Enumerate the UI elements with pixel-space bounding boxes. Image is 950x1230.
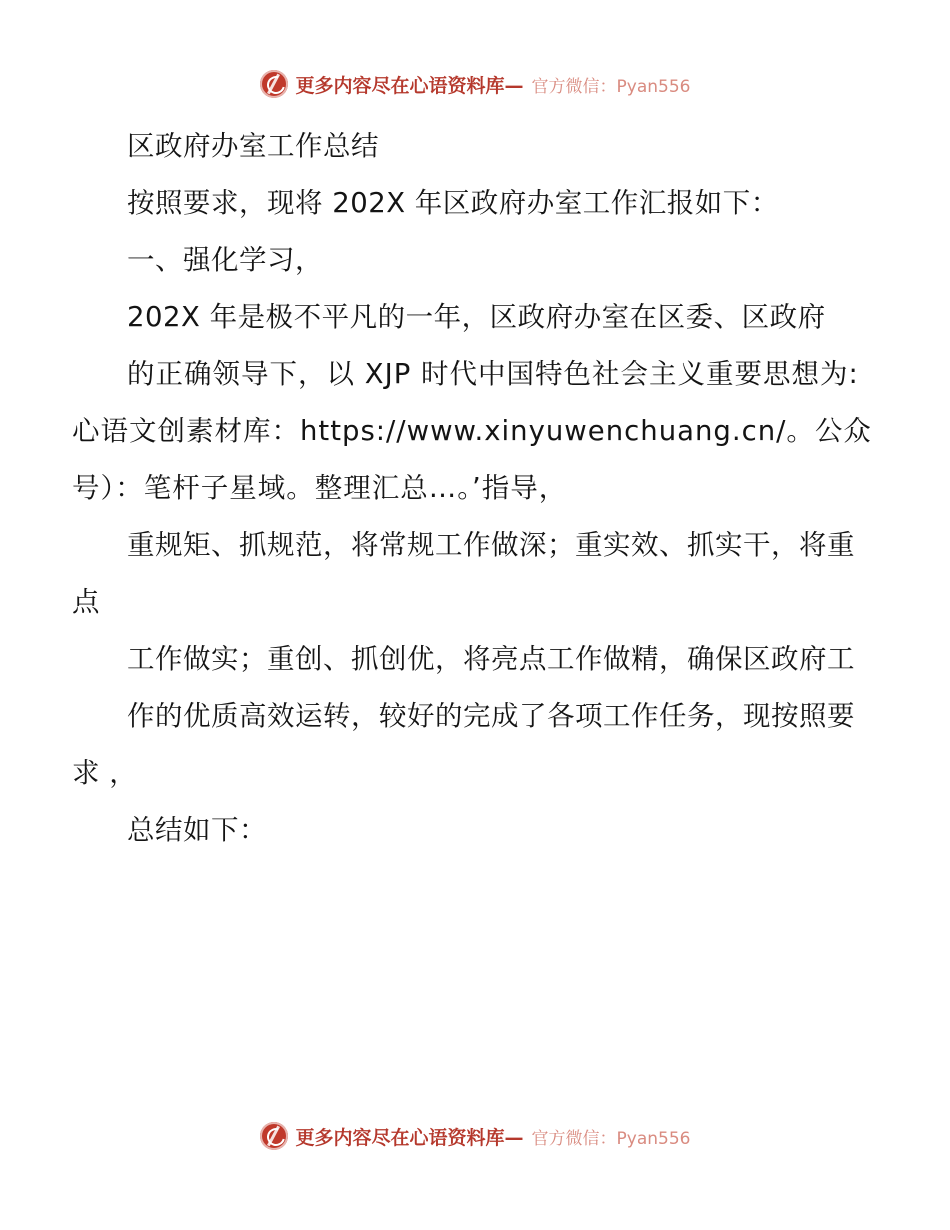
paragraph: 按照要求，现将 202X 年区政府办室工作汇报如下： (127, 187, 779, 219)
paragraph: 一、强化学习， (127, 244, 323, 276)
paragraph: 的正确领导下，以 XJP 时代中国特色社会主义重要思想为:心语文创素材库：https://www.xinyuwenchuang.cn/。公众号）：笔杆子星域。整理汇总…。’指导， (72, 358, 872, 504)
watermark-sub-text: 官方微信：Pyan556 (531, 1128, 691, 1149)
page-title: 区政府办室工作总结 (127, 130, 379, 162)
watermark-banner-top (0, 70, 950, 98)
document-body (72, 118, 882, 859)
paragraph: 总结如下： (127, 814, 267, 846)
paragraph: 重规矩、抓规范，将常规工作做深；重实效、抓实干，将重点 (72, 529, 855, 618)
paragraph: 202X 年是极不平凡的一年，区政府办室在区委、区政府 (127, 301, 826, 333)
circle-seal-icon (260, 1122, 288, 1150)
circle-seal-icon (260, 70, 288, 98)
watermark-sub-text: 官方微信：Pyan556 (531, 76, 691, 97)
watermark-main-text: 更多内容尽在心语资料库— (295, 1126, 524, 1149)
paragraph: 作的优质高效运转，较好的完成了各项工作任务，现按照要求 ， (72, 700, 855, 789)
watermark-banner-bottom (0, 1122, 950, 1150)
watermark-main-text: 更多内容尽在心语资料库— (295, 74, 524, 97)
paragraph: 工作做实；重创、抓创优，将亮点工作做精，确保区政府工 (127, 643, 855, 675)
